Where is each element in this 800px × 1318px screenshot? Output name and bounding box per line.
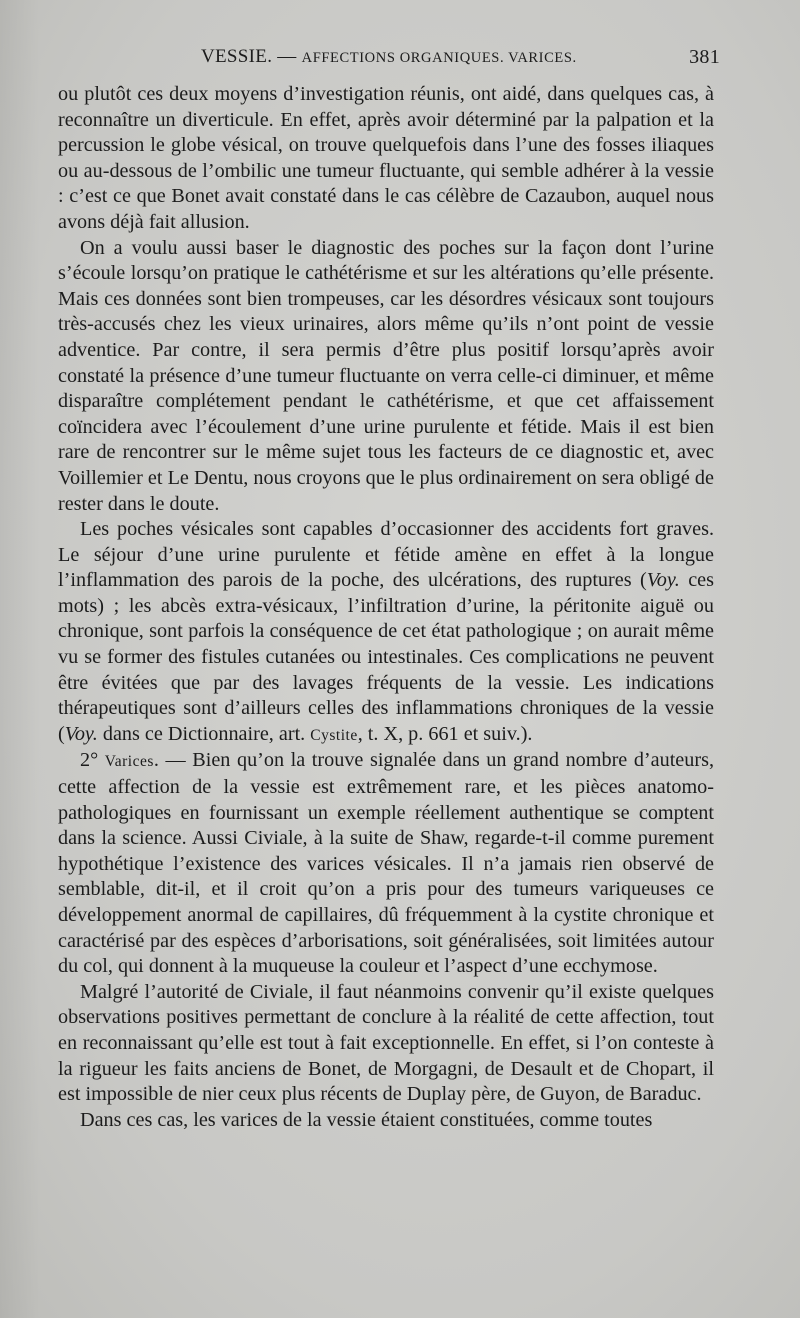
running-head-title-smallcaps: AFFECTIONS ORGANIQUES. VARICES. — [301, 50, 577, 66]
running-head-title-main: VESSIE. — — [201, 46, 302, 67]
paragraph-1: ou plutôt ces deux moyens d’investigation réunis, ont aidé, dans quelques cas, à reconnaître un diverticule. En effet, après avoir déterminé par la palpation et la percussion le globe vésical, on trouve quelquefois dans l’une des fosses iliaques ou au-dessous de l’ombilic une tumeur fluctuante, qui semble adhérer à la vessie : c’est ce que Bonet avait constaté dans le cas célèbre de Cazaubon, auquel nous avons déjà fait allusion. — [58, 83, 714, 233]
paragraph-6: Dans ces cas, les varices de la vessie étaient constituées, comme toutes — [80, 1108, 653, 1131]
page-number: 381 — [689, 46, 720, 68]
paragraph-3-part-2: ces mots) ; les abcès extra-vésicaux, l’infiltration d’urine, la péritonite aiguë ou chronique, sont parfois la conséquence de cet état pathologique ; on aurait même vu se former des fistules cutanées ou intestinales. Ces complications ne peuvent être évitées que par des lavages fréquents de la vessie. Les indications thérapeutiques sont d’ailleurs celles des inflammations chroniques de la vessie ( — [58, 569, 714, 745]
paragraph-3-voy-1: Voy. — [646, 569, 680, 592]
running-head-title — [201, 46, 577, 68]
paragraph-5: Malgré l’autorité de Civiale, il faut néanmoins convenir qu’il existe quelques observations positives permettant de conclure à la réalité de cette affection, tout en reconnaissant qu’elle est tout à fait exceptionnelle. En effet, si l’on conteste à la rigueur les faits anciens de Bonet, de Morgagni, de Desault et de Chopart, il est impossible de nier ceux plus récents de Duplay père, de Guyon, de Baraduc. — [58, 980, 714, 1106]
paragraph-2: On a voulu aussi baser le diagnostic des poches sur la façon dont l’urine s’écoule lorsqu’on pratique le cathétérisme et sur les altérations qu’elle présente. Mais ces données sont bien trompeuses, car les désordres vésicaux sont toujours très-accusés chez les vieux urinaires, alors même qu’ils n’ont point de vessie adventice. Par contre, il sera permis d’être plus positif lorsqu’après avoir constaté la présence d’une tumeur fluctuante on verra celle-ci diminuer, et même disparaître complétement pendant le cathétérisme, et que cet affaissement coïncidera avec l’écoulement d’une urine purulente et fétide. Mais il est bien rare de rencontrer sur le même sujet tous les facteurs de ce diagnostic et, avec Voillemier et Le Dentu, nous croyons que le plus ordinairement on sera obligé de rester dans le doute. — [58, 236, 714, 515]
paragraph-3-part-3: dans ce Dictionnaire, art. — [97, 722, 311, 745]
paragraph-4-varices — [58, 748, 714, 979]
running-head — [58, 46, 720, 74]
paragraph-4-text: . — Bien qu’on la trouve signalée dans un grand nombre d’auteurs, cette affection de la vessie est extrêmement rare, et les pièces anatomo-pathologiques en fournissant un exemple réellement authentique se comptent dans la science. Aussi Civiale, à la suite de Shaw, regarde-t-il comme purement hypothétique l’existence des varices vésicales. Il n’a jamais rien observé de semblable, dit-il, et il croit qu’on a pris pour des tumeurs variqueuses ce développement anormal de capillaires, dû fréquemment à la cystite chronique et caractérisé par des espèces d’arborisations, soit généralisées, soit limitées autour du col, qui donnent à la muqueuse la couleur et l’aspect d’une ecchymose. — [58, 749, 714, 978]
section-heading-varices: Varices — [104, 753, 154, 771]
paragraph-3-part-1: Les poches vésicales sont capables d’occasionner des accidents fort graves. Le séjour d’une urine purulente et fétide amène en effet à la longue l’inflammation des parois de la poche, des ulcérations, des ruptures ( — [58, 518, 714, 592]
body-text — [58, 82, 714, 1133]
paragraph-3-part-4: , t. X, p. 661 et suiv.). — [357, 722, 533, 745]
paragraph-3-cystite: Cystite — [310, 726, 358, 744]
paragraph-3-voy-2: Voy. — [64, 722, 98, 745]
paragraph-3 — [58, 517, 714, 748]
section-number: 2° — [80, 749, 105, 772]
